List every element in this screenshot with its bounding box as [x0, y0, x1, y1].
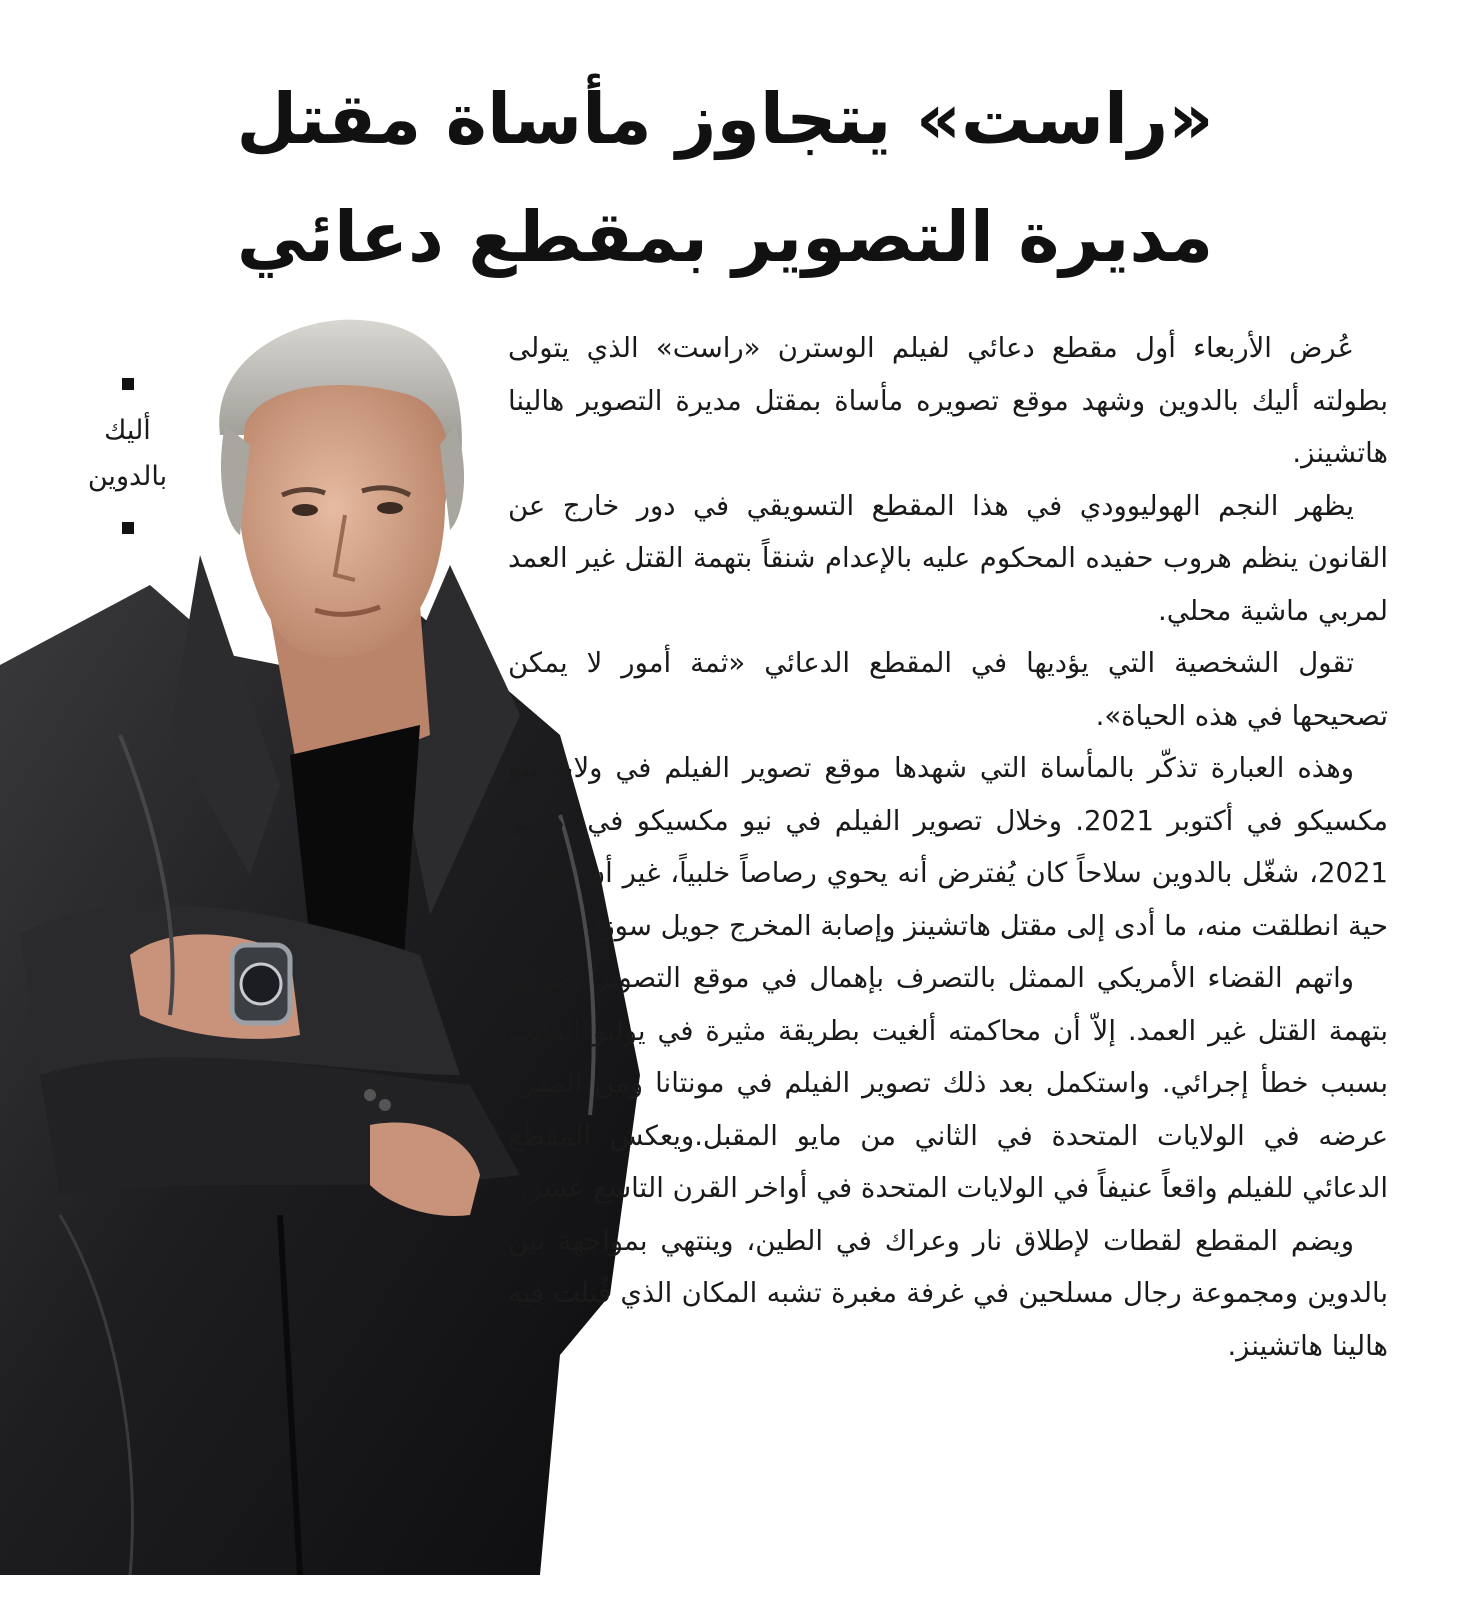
article-paragraph: عُرض الأربعاء أول مقطع دعائي لفيلم الوسترن «راست» الذي يتولى بطولته أليك بالدوين وشهد موقع تصويره مأساة بمقتل مديرة التصوير هالينا هاتشينز. [508, 332, 1388, 469]
caption-bullet-bottom [122, 522, 134, 534]
article-body [508, 322, 1388, 1372]
photo-caption [60, 378, 195, 534]
headline-line-1: «راست» يتجاوز مأساة مقتل [236, 78, 1214, 160]
article-paragraph: واتهم القضاء الأمريكي الممثل بالتصرف بإهمال في موقع التصوير وحوكم بتهمة القتل غير العمد. إلاّ أن محاكمته ألغيت بطريقة مثيرة في يوليو الفائت بسبب خطأ إجرائي. واستكمل بعد ذلك تصوير الفيلم في مونتانا ومن المقرر عرضه في الولايات المتحدة في الثاني من مايو المقبل.ويعكس المقطع الدعائي للفيلم واقعاً عنيفاً في الولايات المتحدة في أواخر القرن التاسع عشر. [508, 962, 1388, 1204]
article-paragraph: ويضم المقطع لقطات لإطلاق نار وعراك في الطين، وينتهي بمواجهة بين بالدوين ومجموعة رجال مسلحين في غرفة مغبرة تشبه المكان الذي قُتلت فيه هالينا هاتشينز. [508, 1224, 1388, 1362]
headline-line-2: مديرة التصوير بمقطع دعائي [236, 196, 1214, 278]
caption-bullet-top [122, 378, 134, 390]
caption-line-2: بالدوين [87, 461, 168, 492]
article-paragraph: وهذه العبارة تذكّر بالمأساة التي شهدها موقع تصوير الفيلم في ولاية نيو مكسيكو في أكتوبر 2021. وخلال تصوير الفيلم في نيو مكسيكو في أكتوبر 2021، شغّل بالدوين سلاحاً كان يُفترض أنه يحوي رصاصاً خلبياً، غير أن ذخيرة حية انطلقت منه، ما أدى إلى مقتل هاتشينز وإصابة المخرج جويل سوزا. [508, 752, 1388, 942]
article-paragraph: يظهر النجم الهوليوودي في هذا المقطع التسويقي في دور خارج عن القانون ينظم هروب حفيده المحكوم عليه بالإعدام شنقاً بتهمة القتل غير العمد لمربي ماشية محلي. [508, 489, 1388, 627]
article-paragraph: تقول الشخصية التي يؤديها في المقطع الدعائي «ثمة أمور لا يمكن تصحيحها في هذه الحياة». [508, 647, 1388, 732]
headline [110, 60, 1340, 296]
caption-line-1: أليك [104, 415, 151, 446]
